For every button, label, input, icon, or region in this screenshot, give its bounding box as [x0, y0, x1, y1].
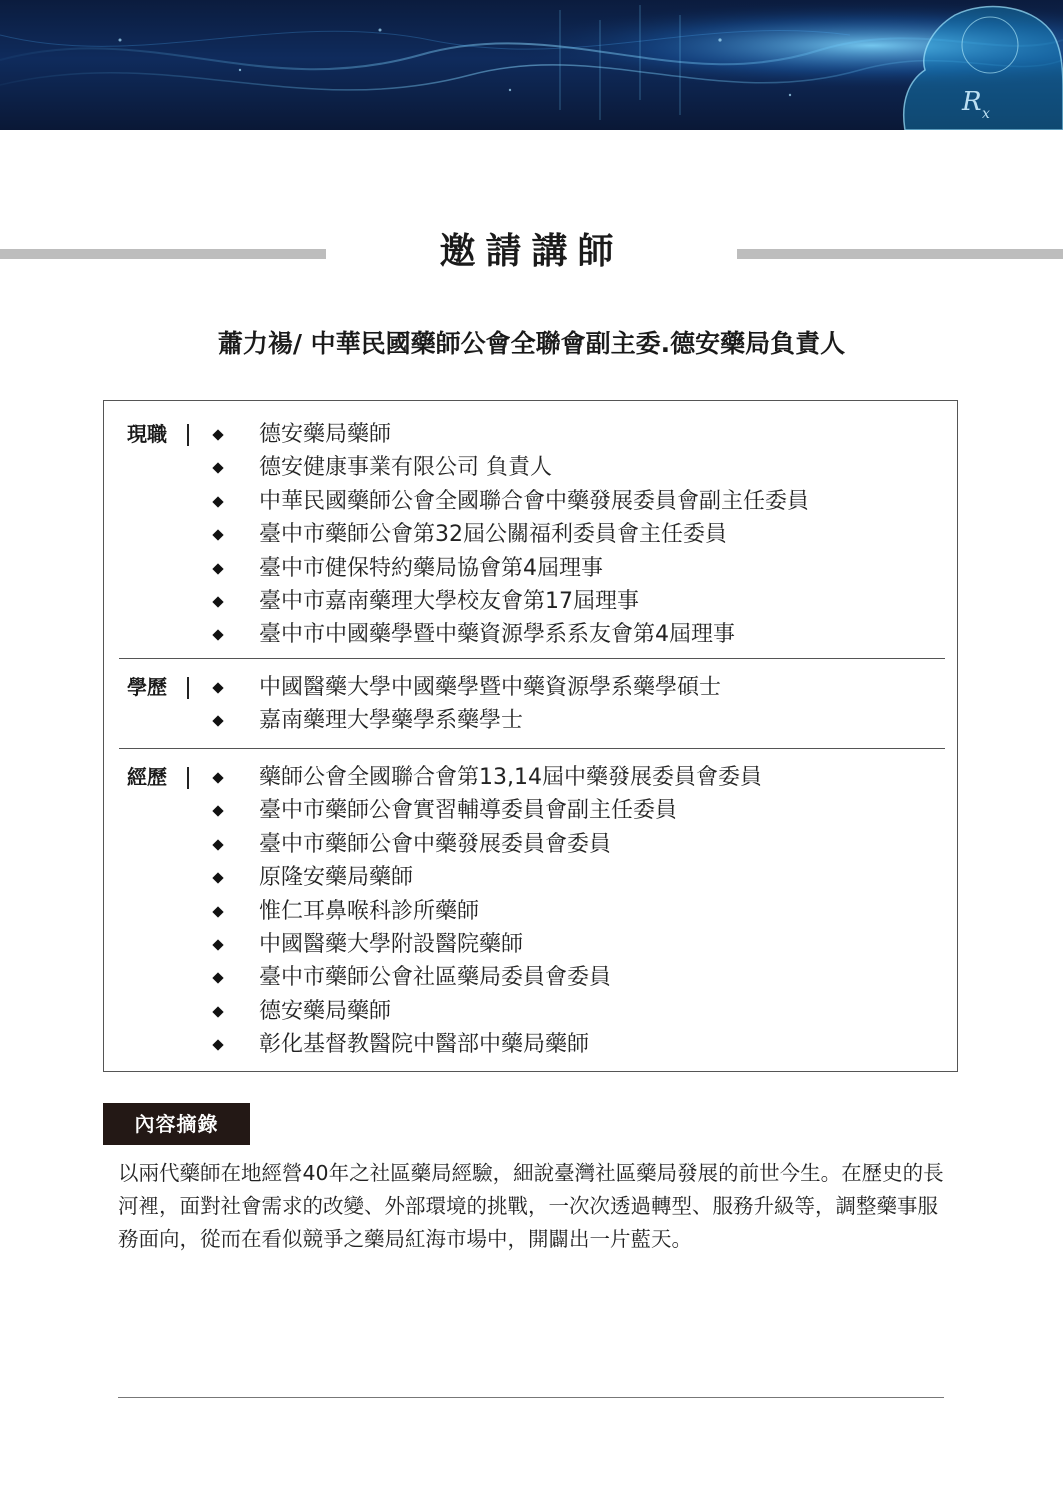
diamond-bullet-icon — [212, 530, 223, 541]
page-title: 邀請講師 — [439, 231, 624, 272]
summary-paragraph: 以兩代藥師在地經營40年之社區藥局經驗，細說臺灣社區藥局發展的前世今生。在歷史的長河裡，面對社會需求的改變、外部環境的挑戰，一次次透過轉型、服務升級等，調整藥事服務面向，從而在看似競爭之藥局紅海市場中，開闢出一片藍天。 — [118, 1161, 944, 1251]
diamond-bullet-icon — [212, 682, 223, 693]
label-separator — [187, 424, 189, 446]
speaker-heading: 蕭力禓/ 中華民國藥師公會全聯會副主委.德安藥局負責人 — [217, 329, 846, 358]
diamond-bullet-icon — [212, 806, 223, 817]
title-bar-left — [0, 249, 326, 259]
section-label-experience: 經歷 — [127, 765, 167, 789]
diamond-bullet-icon — [212, 596, 223, 607]
diamond-bullet-icon — [212, 496, 223, 507]
section-divider — [119, 748, 945, 749]
diamond-bullet-icon — [212, 906, 223, 917]
diamond-bullet-icon — [212, 873, 223, 884]
diamond-bullet-icon — [212, 1039, 223, 1050]
diamond-bullet-icon — [212, 1006, 223, 1017]
diamond-bullet-icon — [212, 716, 223, 727]
summary-label: 內容摘錄 — [103, 1103, 250, 1145]
title-bar-right — [737, 249, 1063, 259]
title-row — [0, 222, 1063, 282]
diamond-bullet-icon — [212, 839, 223, 850]
svg-text:x: x — [982, 106, 990, 122]
diamond-bullet-icon — [212, 563, 223, 574]
diamond-bullet-icon — [212, 973, 223, 984]
svg-text:R: R — [962, 87, 982, 117]
diamond-bullet-icon — [212, 630, 223, 641]
bio-box: 現職 德安藥局藥師 德安健康事業有限公司 負責人 中華民國藥師公會全國聯合會中藥發展委員會副主任委員 臺中市藥師公會第32屆公關福利委員會主任委員 臺中市健保特約藥局協會第4屆理事 臺中市嘉南藥理大學校友會第17屆理事 臺中市中國藥學暨中藥資源學系系友會第4屆理事 學歷 中國醫藥大學中國藥學暨中藥資源學系藥學碩士 嘉南藥理大學藥學系藥學士 經歷 藥師公會全國聯合會第13,14屆中藥發展委員會委員 臺中市藥師公會實習輔導委員會副主任委員 臺中市藥師公會中藥發展委員會委員 原隆安藥局藥師 惟仁耳鼻喉科診所藥師 中國醫藥大學附設醫院藥師 臺中市藥師公會社區藥局委員會委員 德安藥局藥師 彰化基督教醫院中醫部中藥局藥師 — [103, 400, 958, 1072]
diamond-bullet-icon — [212, 429, 223, 440]
section-label-current: 現職 — [127, 422, 167, 446]
diamond-bullet-icon — [212, 939, 223, 950]
label-separator — [187, 767, 189, 789]
diamond-bullet-icon — [212, 772, 223, 783]
section-divider — [119, 658, 945, 659]
header-banner — [0, 0, 1063, 130]
banner-artwork — [0, 0, 1063, 130]
label-separator — [187, 677, 189, 699]
diamond-bullet-icon — [212, 463, 223, 474]
footer-rule — [118, 1397, 944, 1398]
section-label-education: 學歷 — [127, 675, 167, 699]
